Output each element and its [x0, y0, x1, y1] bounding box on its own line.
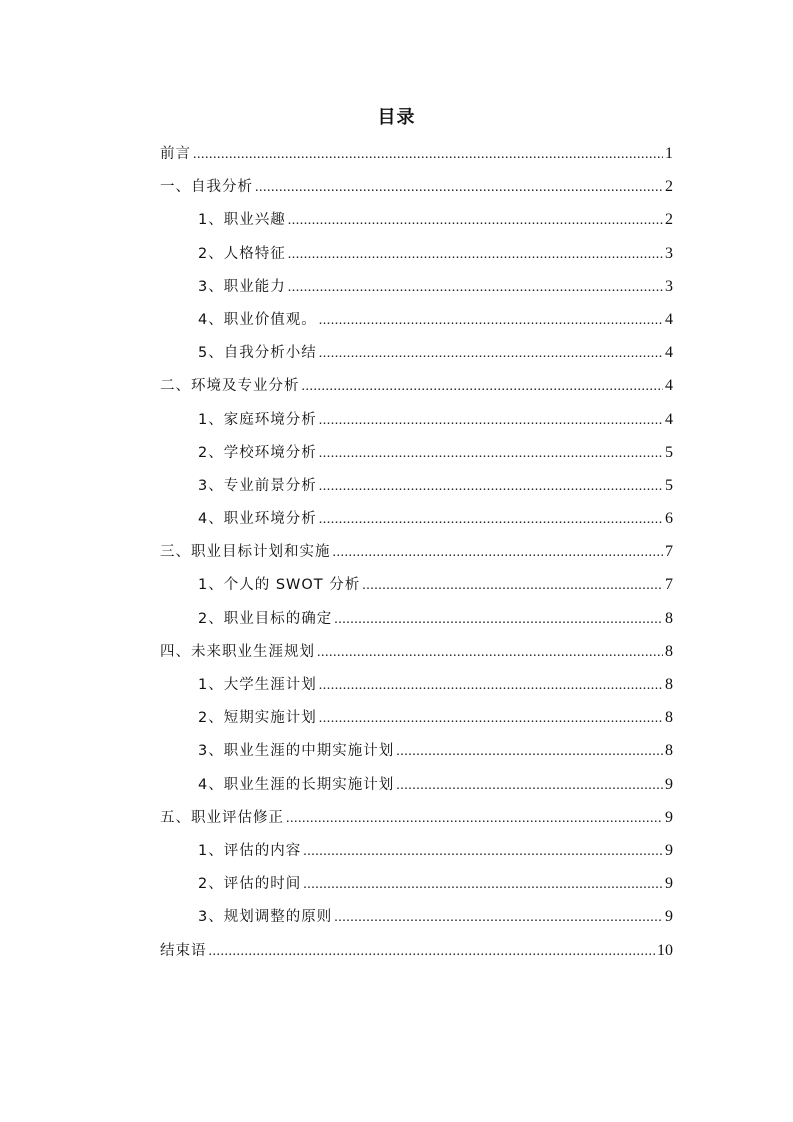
toc-subentry[interactable]: [160, 270, 673, 303]
toc-page-number: 5: [665, 476, 673, 494]
dot-leader: [333, 536, 664, 569]
dot-leader: [319, 437, 663, 470]
toc-page-number: 8: [665, 709, 673, 727]
toc-subentry[interactable]: [160, 436, 673, 469]
toc-entry-label: 1、家庭环境分析: [198, 411, 317, 428]
toc-subentry[interactable]: [160, 303, 673, 336]
toc-page-number: 7: [665, 576, 673, 594]
toc-subentry[interactable]: [160, 768, 673, 801]
dot-leader: [288, 271, 663, 304]
toc-page-number: 9: [665, 875, 673, 893]
toc-entry-label: 2、短期实施计划: [198, 710, 317, 727]
toc-page-number: 9: [665, 841, 673, 859]
toc-entry-label: 4、职业价值观。: [198, 311, 317, 328]
toc-subentry[interactable]: [160, 834, 673, 867]
dot-leader: [396, 769, 663, 802]
toc-entry-label: 2、学校环境分析: [198, 444, 317, 461]
toc-page-number: 8: [665, 676, 673, 693]
table-of-contents: [160, 137, 673, 967]
toc-page-number: 10: [657, 941, 673, 959]
toc-page-number: 9: [665, 808, 673, 826]
toc-entry[interactable]: [160, 369, 673, 402]
toc-subentry[interactable]: [160, 469, 673, 502]
dot-leader: [319, 304, 663, 337]
dot-leader: [193, 138, 663, 171]
toc-page-number: 4: [665, 310, 673, 328]
toc-entry[interactable]: [160, 934, 673, 967]
dot-leader: [319, 337, 663, 370]
toc-subentry[interactable]: [160, 237, 673, 270]
toc-entry-label: 1、个人的 SWOT 分析: [198, 577, 361, 594]
toc-entry[interactable]: [160, 535, 673, 568]
toc-subentry[interactable]: [160, 602, 673, 635]
toc-entry-label: 结束语: [160, 942, 207, 959]
dot-leader: [319, 503, 663, 536]
toc-subentry[interactable]: [160, 900, 673, 933]
toc-subentry[interactable]: [160, 568, 673, 601]
dot-leader: [319, 669, 663, 702]
toc-page-number: 4: [665, 344, 673, 362]
dot-leader: [319, 404, 663, 437]
toc-entry-label: 5、自我分析小结: [198, 345, 317, 362]
toc-entry-label: 一、自我分析: [160, 179, 253, 196]
toc-page-number: 2: [665, 211, 673, 229]
toc-entry-label: 4、职业环境分析: [198, 511, 317, 528]
toc-entry-label: 三、职业目标计划和实施: [160, 544, 331, 561]
toc-entry-label: 2、职业目标的确定: [198, 610, 333, 627]
toc-page-number: 4: [665, 377, 673, 395]
toc-title: 目录: [377, 107, 416, 128]
toc-page-number: 5: [665, 443, 673, 461]
dot-leader: [209, 935, 656, 968]
toc-entry-label: 3、职业能力: [198, 278, 286, 295]
dot-leader: [302, 370, 664, 403]
dot-leader: [396, 735, 663, 768]
dot-leader: [255, 171, 663, 204]
toc-page-number: 4: [665, 410, 673, 428]
toc-entry-label: 4、职业生涯的长期实施计划: [198, 776, 395, 793]
toc-page-number: 3: [665, 277, 673, 295]
toc-page-number: 8: [665, 642, 673, 660]
dot-leader: [288, 238, 663, 271]
dot-leader: [334, 603, 663, 636]
toc-entry-label: 2、人格特征: [198, 245, 286, 262]
dot-leader: [334, 901, 663, 934]
toc-page-number: 1: [665, 145, 673, 162]
toc-entry[interactable]: [160, 635, 673, 668]
toc-page-number: 8: [665, 742, 673, 760]
toc-subentry[interactable]: [160, 701, 673, 734]
dot-leader: [288, 204, 663, 237]
toc-page-number: 8: [665, 609, 673, 627]
toc-entry-label: 五、职业评估修正: [160, 809, 284, 826]
toc-subentry[interactable]: [160, 502, 673, 535]
toc-subentry[interactable]: [160, 203, 673, 236]
dot-leader: [319, 702, 663, 735]
toc-entry-label: 3、专业前景分析: [198, 477, 317, 494]
toc-page-number: 9: [665, 775, 673, 793]
toc-entry-label: 四、未来职业生涯规划: [160, 643, 315, 660]
toc-entry[interactable]: [160, 137, 673, 170]
dot-leader: [303, 868, 663, 901]
toc-subentry[interactable]: [160, 336, 673, 369]
toc-subentry[interactable]: [160, 668, 673, 701]
dot-leader: [319, 470, 663, 503]
dot-leader: [286, 802, 663, 835]
toc-entry-label: 3、规划调整的原则: [198, 909, 333, 926]
toc-entry-label: 二、环境及专业分析: [160, 378, 300, 395]
toc-entry-label: 前言: [160, 146, 191, 162]
toc-subentry[interactable]: [160, 734, 673, 767]
toc-page-number: 9: [665, 908, 673, 926]
toc-subentry[interactable]: [160, 403, 673, 436]
toc-entry-label: 1、评估的内容: [198, 842, 302, 859]
dot-leader: [362, 569, 663, 602]
toc-page-number: 6: [665, 510, 673, 528]
toc-entry[interactable]: [160, 801, 673, 834]
toc-page-number: 2: [665, 178, 673, 196]
toc-entry-label: 2、评估的时间: [198, 876, 302, 893]
toc-page-number: 7: [665, 543, 673, 561]
toc-entry[interactable]: [160, 170, 673, 203]
toc-page-number: 3: [665, 244, 673, 262]
toc-entry-label: 1、大学生涯计划: [198, 677, 317, 693]
toc-entry-label: 1、职业兴趣: [198, 212, 286, 229]
dot-leader: [303, 835, 663, 868]
dot-leader: [317, 636, 663, 669]
toc-entry-label: 3、职业生涯的中期实施计划: [198, 743, 395, 760]
toc-subentry[interactable]: [160, 867, 673, 900]
